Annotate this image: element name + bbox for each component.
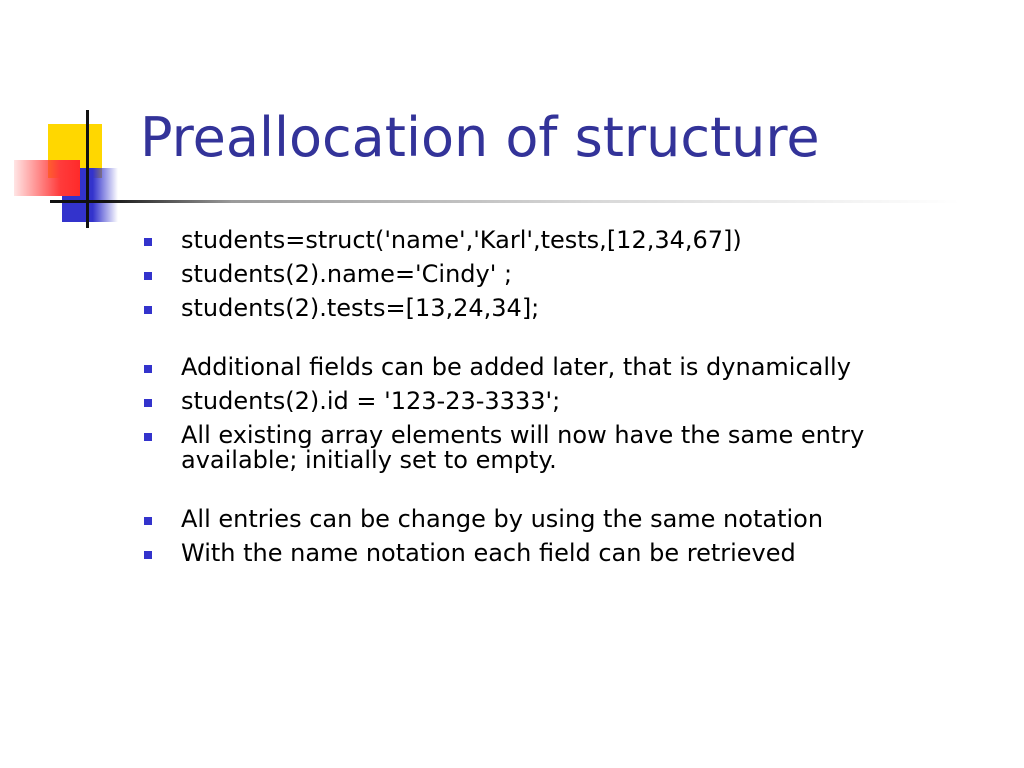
square-bullet-icon (144, 306, 152, 314)
square-bullet-icon (144, 551, 152, 559)
square-bullet-icon (144, 517, 152, 525)
square-bullet-icon (144, 433, 152, 441)
title-underline (50, 200, 960, 203)
bullet-item (144, 355, 944, 380)
slide-title: Preallocation of structure (140, 106, 820, 169)
bullet-item (144, 296, 944, 321)
bullet-item (144, 541, 944, 566)
square-bullet-icon (144, 272, 152, 280)
bullet-item (144, 228, 944, 253)
bullet-item (144, 389, 944, 414)
bullet-text: All entries can be change by using the same notation (181, 505, 824, 533)
square-bullet-icon (144, 399, 152, 407)
bullet-text: With the name notation each field can be retrieved (181, 539, 796, 567)
bullet-text: students(2).name='Cindy' ; (181, 260, 513, 288)
bullet-item (144, 507, 944, 532)
bullet-list (144, 228, 944, 575)
bullet-text: students(2).tests=[13,24,34]; (181, 294, 540, 322)
square-bullet-icon (144, 365, 152, 373)
bullet-item (144, 423, 944, 473)
bullet-text: Additional fields can be added later, that is dynamically (181, 353, 851, 381)
corner-vertical-line (86, 110, 89, 228)
corner-red-bar (14, 160, 80, 196)
bullet-text: students=struct('name','Karl',tests,[12,34,67]) (181, 226, 742, 254)
bullet-item (144, 262, 944, 287)
square-bullet-icon (144, 238, 152, 246)
bullet-text: students(2).id = '123-23-3333'; (181, 387, 561, 415)
bullet-text: All existing array elements will now have the same entry available; initially set to empty. (181, 421, 865, 474)
